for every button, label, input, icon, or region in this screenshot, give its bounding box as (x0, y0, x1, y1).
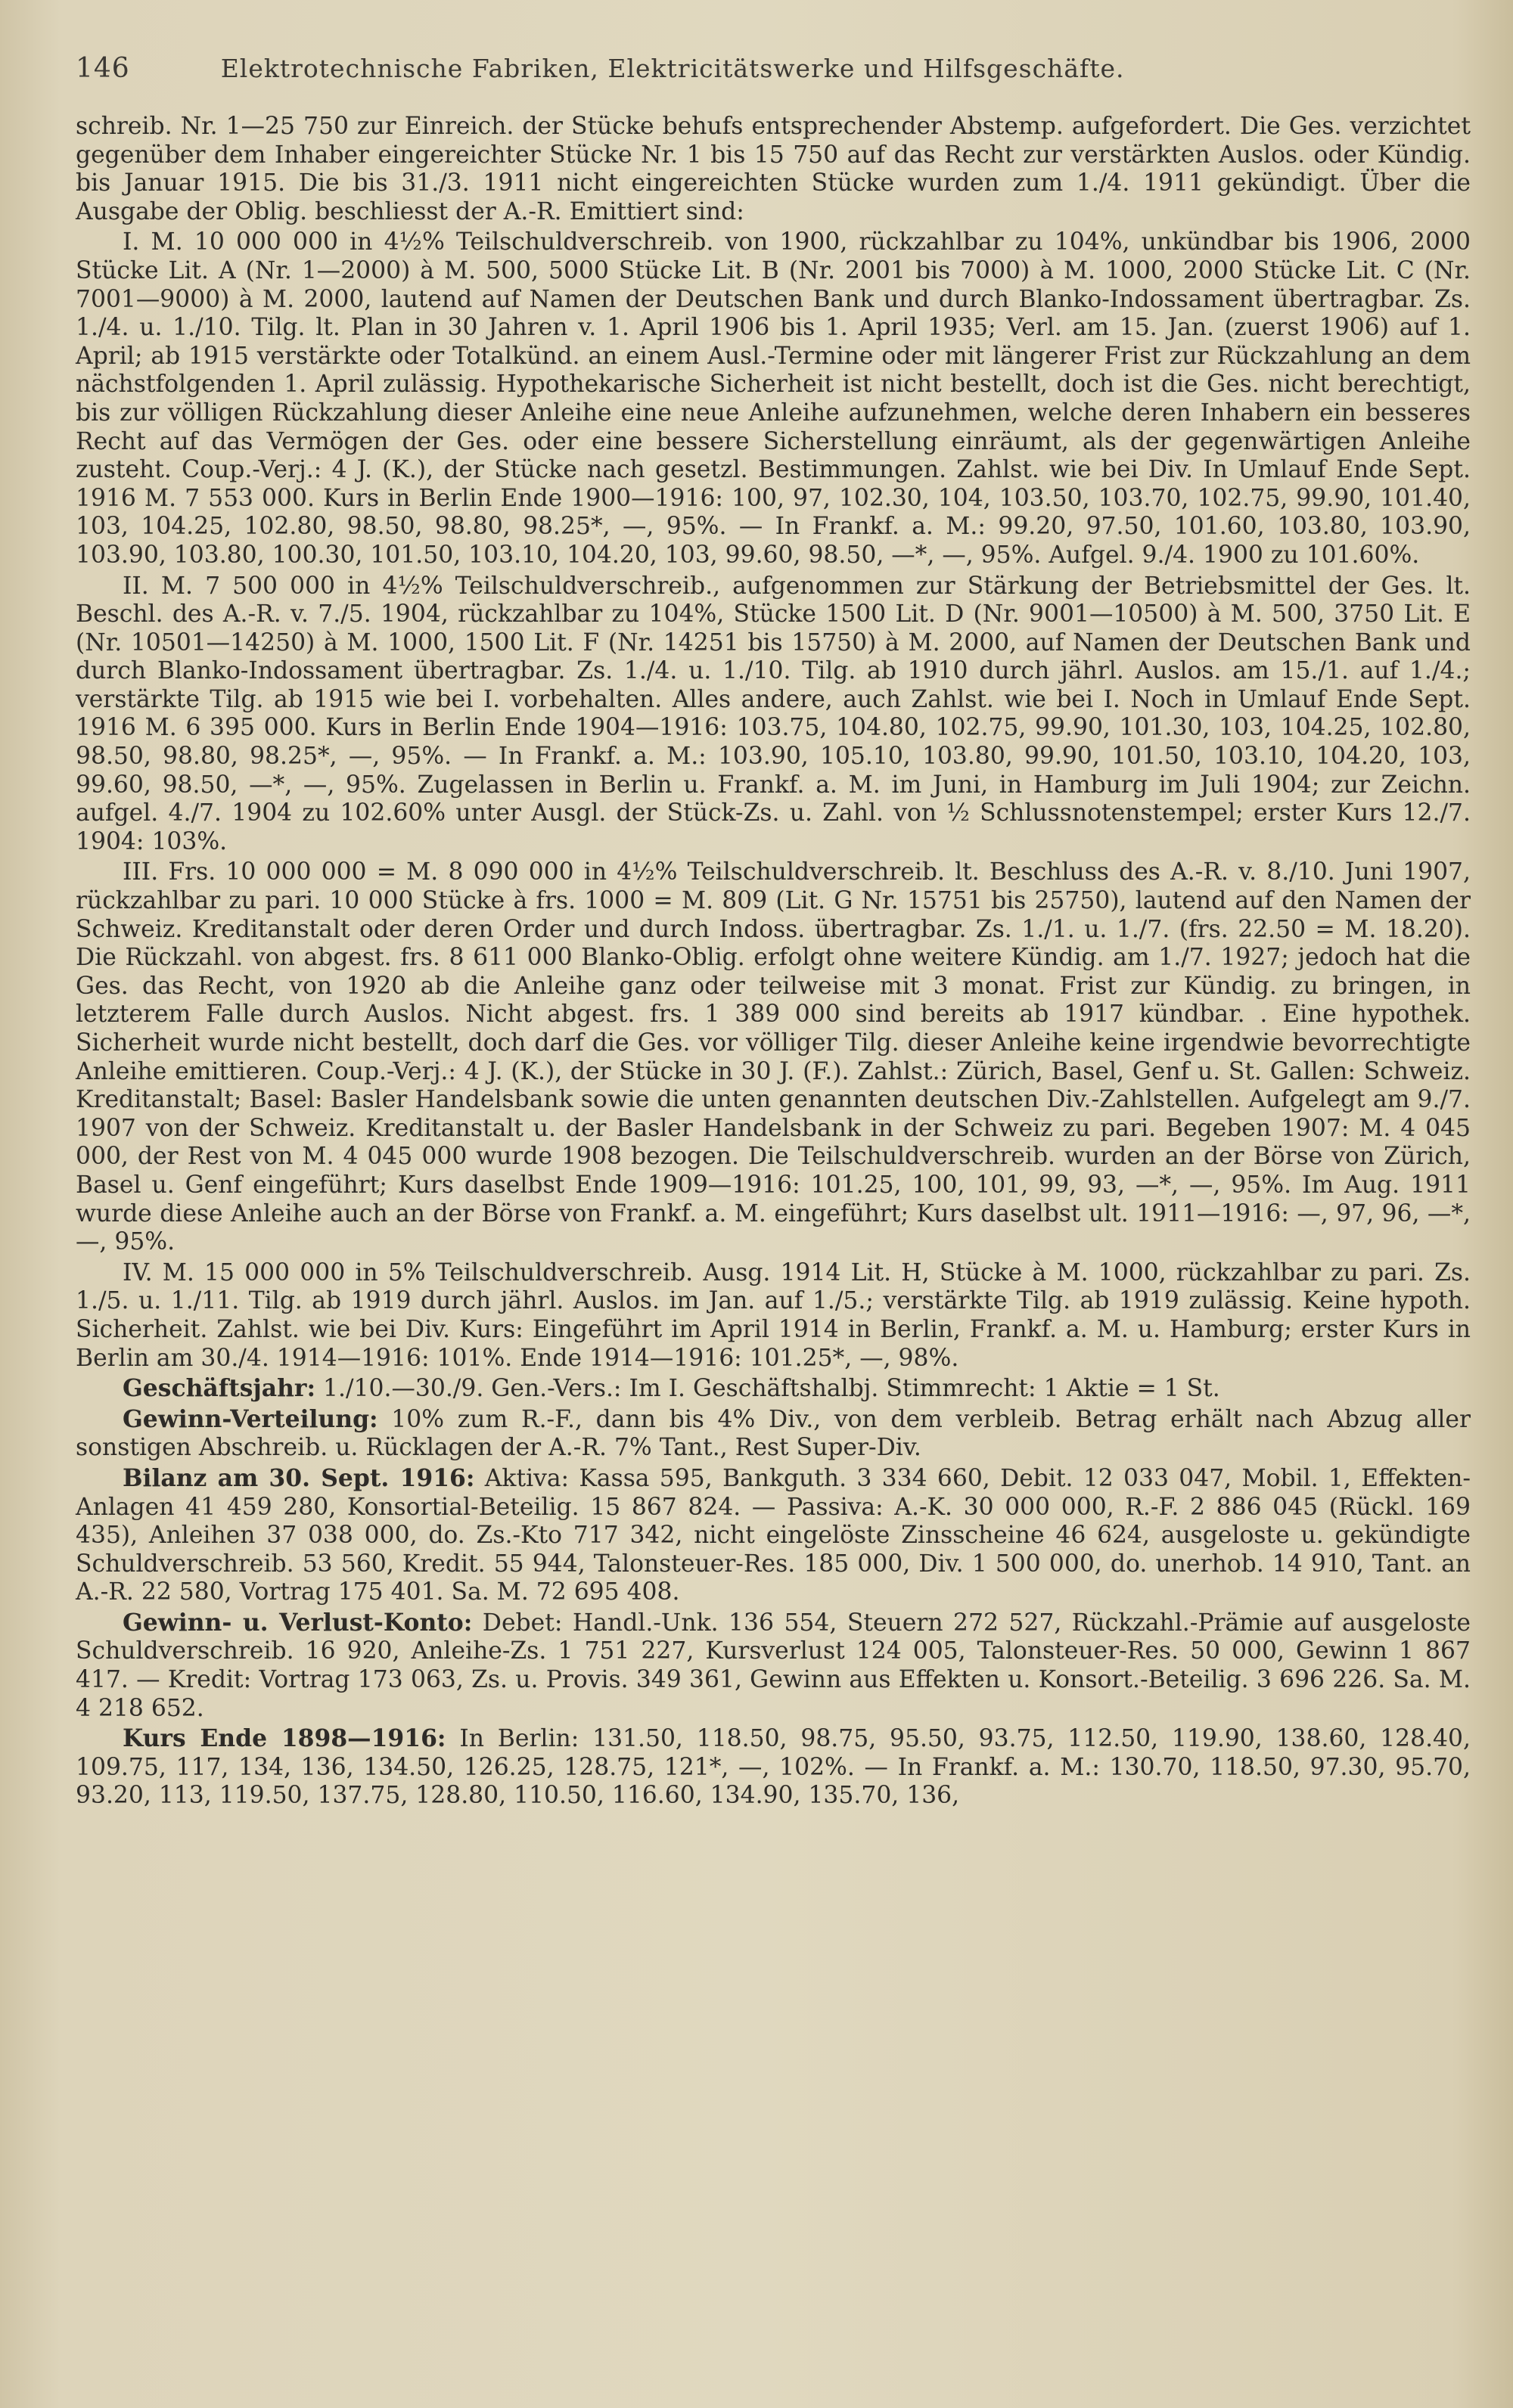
section-label: Kurs Ende 1898—1916: (123, 1725, 446, 1753)
paragraph-bilanz: Bilanz am 30. Sept. 1916: Aktiva: Kassa 595, Bankguth. 3 334 660, Debit. 12 033 047, Mobil. 1, Effekten-Anlagen 41 459 280, Konsortial-Beteilig. 15 867 824. — Passiva: A.-K. 30 000 000, R.-F. 2 886 045 (Rückl. 169 435), Anleihen 37 038 000, do. Zs.-Kto 717 342, nicht eingelöste Zinsscheine 46 624, ausgeloste u. gekündigte Schuldverschreib. 53 560, Kredit. 55 944, Talonsteuer-Res. 185 000, Div. 1 500 000, do. unerhob. 14 910, Tant. an A.-R. 22 580, Vortrag 175 401. Sa. M. 72 695 408. (76, 1464, 1471, 1606)
body-text (76, 113, 1471, 1811)
section-label: Geschäftsjahr: (123, 1375, 316, 1403)
running-title: Elektrotechnische Fabriken, Elektricitätswerke und Hilfsgeschäfte. (220, 54, 1125, 83)
paragraph-loan-i: I. M. 10 000 000 in 4½% Teilschuldverschreib. von 1900, rückzahlbar zu 104%, unkündbar bis 1906, 2000 Stücke Lit. A (Nr. 1—2000) à M. 500, 5000 Stücke Lit. B (Nr. 2001 bis 7000) à M. 1000, 2000 Stücke Lit. C (Nr. 7001—9000) à M. 2000, lautend auf Namen der Deutschen Bank und durch Blanko-Indossament übertragbar. Zs. 1./4. u. 1./10. Tilg. lt. Plan in 30 Jahren v. 1. April 1906 bis 1. April 1935; Verl. am 15. Jan. (zuerst 1906) auf 1. April; ab 1915 verstärkte oder Totalkünd. an einem Ausl.-Termine oder mit längerer Frist zur Rückzahlung an dem nächstfolgenden 1. April zulässig. Hypothekarische Sicherheit ist nicht bestellt, doch ist die Ges. nicht berechtigt, bis zur völligen Rückzahlung dieser Anleihe eine neue Anleihe aufzunehmen, welche deren Inhabern ein besseres Recht auf das Vermögen der Ges. oder eine bessere Sicherstellung einräumt, als der gegenwärtigen Anleihe zusteht. Coup.-Verj.: 4 J. (K.), der Stücke nach gesetzl. Bestimmungen. Zahlst. wie bei Div. In Umlauf Ende Sept. 1916 M. 7 553 000. Kurs in Berlin Ende 1900—1916: 100, 97, 102.30, 104, 103.50, 103.70, 102.75, 99.90, 101.40, 103, 104.25, 102.80, 98.50, 98.80, 98.25*, —, 95%. — In Frankf. a. M.: 99.20, 97.50, 101.60, 103.80, 103.90, 103.90, 103.80, 100.30, 101.50, 103.10, 104.20, 103, 99.60, 98.50, —*, —, 95%. Aufgel. 9./4. 1900 zu 101.60%. (76, 228, 1471, 569)
paragraph-loan-iv: IV. M. 15 000 000 in 5% Teilschuldverschreib. Ausg. 1914 Lit. H, Stücke à M. 1000, rückzahlbar zu pari. Zs. 1./5. u. 1./11. Tilg. ab 1919 durch jährl. Auslos. im Jan. auf 1./5.; verstärkte Tilg. ab 1919 zulässig. Keine hypoth. Sicherheit. Zahlst. wie bei Div. Kurs: Eingeführt im April 1914 in Berlin, Frankf. a. M. u. Hamburg; erster Kurs in Berlin am 30./4. 1914—1916: 101%. Ende 1914—1916: 101.25*, —, 98%. (76, 1258, 1471, 1372)
paragraph-continuation: schreib. Nr. 1—25 750 zur Einreich. der Stücke behufs entsprechender Abstemp. aufgefordert. Die Ges. verzichtet gegenüber dem Inhaber eingereichter Stücke Nr. 1 bis 15 750 auf das Recht zur verstärkten Auslos. oder Kündig. bis Januar 1915. Die bis 31./3. 1911 nicht eingereichten Stücke wurden zum 1./4. 1911 gekündigt. Über die Ausgabe der Oblig. beschliesst der A.-R. Emittiert sind: (76, 113, 1471, 225)
section-label: Gewinn-Verteilung: (123, 1405, 378, 1433)
paragraph-loan-iii: III. Frs. 10 000 000 = M. 8 090 000 in 4½% Teilschuldverschreib. lt. Beschluss des A.-R. v. 8./10. Juni 1907, rückzahlbar zu pari. 10 000 Stücke à frs. 1000 = M. 809 (Lit. G Nr. 15751 bis 25750), lautend auf den Namen der Schweiz. Kreditanstalt oder deren Order und durch Indoss. übertragbar. Zs. 1./1. u. 1./7. (frs. 22.50 = M. 18.20). Die Rückzahl. von abgest. frs. 8 611 000 Blanko-Oblig. erfolgt ohne weitere Kündig. am 1./7. 1927; jedoch hat die Ges. das Recht, von 1920 ab die Anleihe ganz oder teilweise mit 3 monat. Frist zur Kündig. zu bringen, in letzterem Falle durch Auslos. Nicht abgest. frs. 1 389 000 sind bereits ab 1917 kündbar. . Eine hypothek. Sicherheit wurde nicht bestellt, doch darf die Ges. vor völliger Tilg. dieser Anleihe keine irgendwie bevorrechtigte Anleihe emittieren. Coup.-Verj.: 4 J. (K.), der Stücke in 30 J. (F.). Zahlst.: Zürich, Basel, Genf u. St. Gallen: Schweiz. Kreditanstalt; Basel: Basler Handelsbank sowie die unten genannten deutschen Div.-Zahlstellen. Aufgelegt am 9./7. 1907 von der Schweiz. Kreditanstalt u. der Basler Handelsbank in der Schweiz zu pari. Begeben 1907: M. 4 045 000, der Rest von M. 4 045 000 wurde 1908 bezogen. Die Teilschuldverschreib. wurden an der Börse von Zürich, Basel u. Genf eingeführt; Kurs daselbst Ende 1909—1916: 101.25, 100, 101, 99, 93, —*, —, 95%. Im Aug. 1911 wurde diese Anleihe auch an der Börse von Frankf. a. M. eingeführt; Kurs daselbst ult. 1911—1916: —, 97, 96, —*, —, 95%. (76, 858, 1471, 1256)
paragraph-geschaeftsjahr: Geschäftsjahr: 1./10.—30./9. Gen.-Vers.: Im I. Geschäftshalbj. Stimmrecht: 1 Aktie = 1 St. (123, 1375, 1220, 1403)
paragraph-loan-ii: II. M. 7 500 000 in 4½% Teilschuldverschreib., aufgenommen zur Stärkung der Betriebsmittel der Ges. lt. Beschl. des A.-R. v. 7./5. 1904, rückzahlbar zu 104%, Stücke 1500 Lit. D (Nr. 9001—10500) à M. 500, 3750 Lit. E (Nr. 10501—14250) à M. 1000, 1500 Lit. F (Nr. 14251 bis 15750) à M. 2000, auf Namen der Deutschen Bank und durch Blanko-Indossament übertragbar. Zs. 1./4. u. 1./10. Tilg. ab 1910 durch jährl. Auslos. am 15./1. auf 1./4.; verstärkte Tilg. ab 1915 wie bei I. vorbehalten. Alles andere, auch Zahlst. wie bei I. Noch in Umlauf Ende Sept. 1916 M. 6 395 000. Kurs in Berlin Ende 1904—1916: 103.75, 104.80, 102.75, 99.90, 101.30, 103, 104.25, 102.80, 98.50, 98.80, 98.25*, —, 95%. — In Frankf. a. M.: 103.90, 105.10, 103.80, 99.90, 101.50, 103.10, 104.20, 103, 99.60, 98.50, —*, —, 95%. Zugelassen in Berlin u. Frankf. a. M. im Juni, in Hamburg im Juli 1904; zur Zeichn. aufgel. 4./7. 1904 zu 102.60% unter Ausgl. der Stück-Zs. u. Zahl. von ½ Schlussnotenstempel; erster Kurs 12./7. 1904: 103%. (76, 572, 1471, 855)
paragraph-gewinn-verlust: Gewinn- u. Verlust-Konto: Debet: Handl.-Unk. 136 554, Steuern 272 527, Rückzahl.-Prämie auf ausgeloste Schuldverschreib. 16 920, Anleihe-Zs. 1 751 227, Kursverlust 124 005, Talonsteuer-Res. 50 000, Gewinn 1 867 417. — Kredit: Vortrag 173 063, Zs. u. Provis. 349 361, Gewinn aus Effekten u. Konsort.-Beteilig. 3 696 226. Sa. M. 4 218 652. (76, 1609, 1471, 1722)
page-header (76, 53, 1471, 84)
paragraph-gewinn-verteilung: Gewinn-Verteilung: 10% zum R.-F., dann bis 4% Div., von dem verbleib. Betrag erhält nach Abzug aller sonstigen Abschreib. u. Rücklagen der A.-R. 7% Tant., Rest Super-Div. (76, 1405, 1471, 1462)
section-label: Gewinn- u. Verlust-Konto: (123, 1609, 473, 1637)
page-number: 146 (76, 53, 130, 84)
paragraph-kurs: Kurs Ende 1898—1916: In Berlin: 131.50, 118.50, 98.75, 95.50, 93.75, 112.50, 119.90, 138.60, 128.40, 109.75, 117, 134, 136, 134.50, 126.25, 128.75, 121*, —, 102%. — In Frankf. a. M.: 130.70, 118.50, 97.30, 95.70, 93.20, 113, 119.50, 137.75, 128.80, 110.50, 116.60, 134.90, 135.70, 136, (76, 1725, 1471, 1810)
section-label: Bilanz am 30. Sept. 1916: (123, 1464, 475, 1492)
